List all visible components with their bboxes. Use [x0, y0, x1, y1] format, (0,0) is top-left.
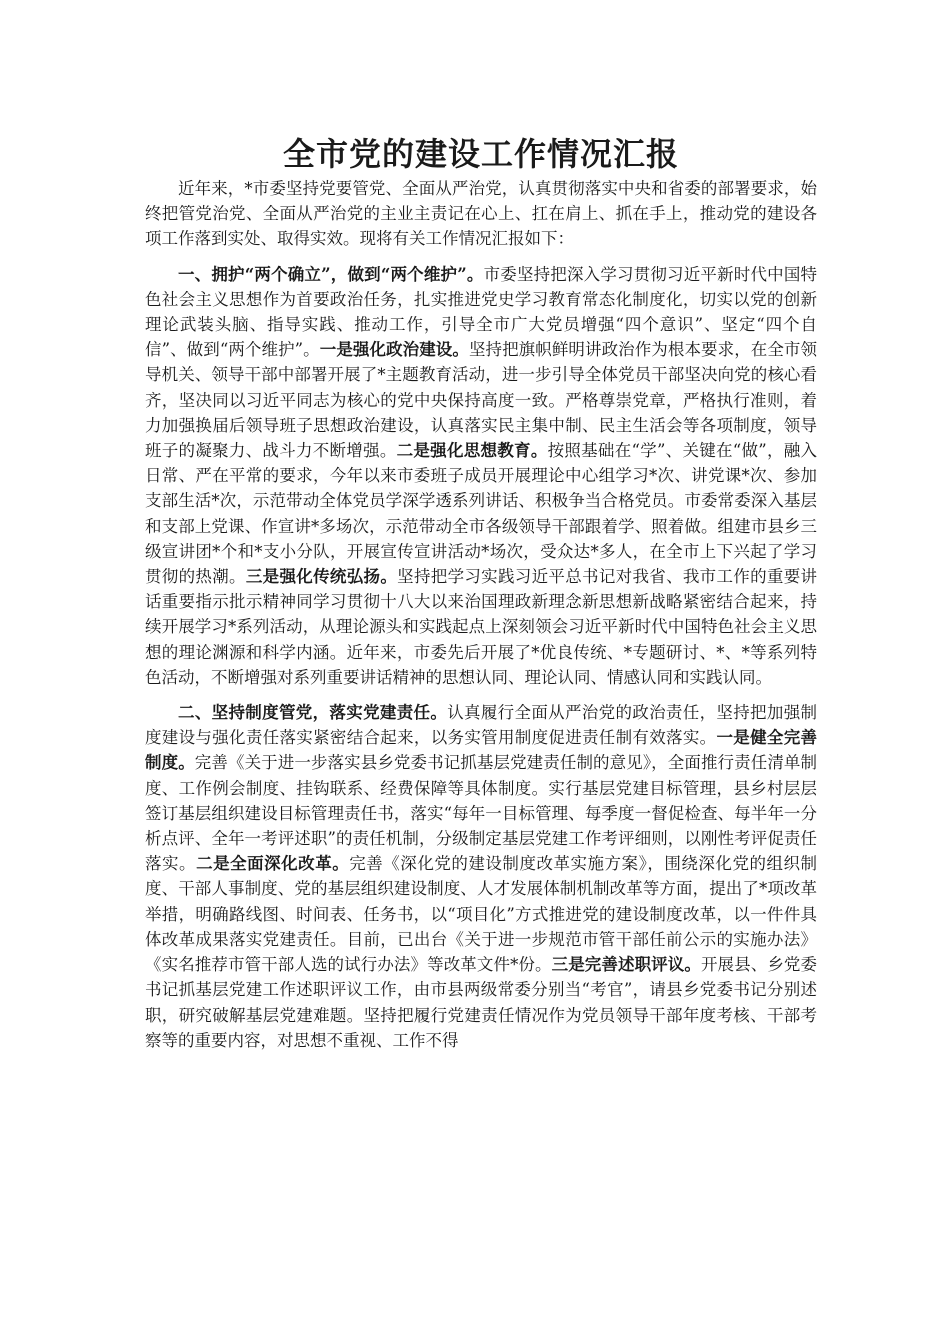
section-2-subheading-1: 一是健全完善制度。	[145, 728, 818, 773]
section-1-paragraph	[145, 262, 817, 690]
section-2-text-4: 开展县、乡党委书记抓基层党建工作述职评议工作，由市县两级常委分别当“考官”，请县乡党委书记分别述职，研究破解基层党建难题。坚持把履行党建责任情况作为党员领导干部年度考核、干部考察等的重要内容，对思想不重视、工作不得	[145, 955, 817, 1050]
section-2-subheading-2: 二是全面深化改革。	[196, 854, 350, 874]
section-1-text-2: 坚持把旗帜鲜明讲政治作为根本要求，在全市领导机关、领导干部中部署开展了*主题教育活动，进一步引导全体党员干部坚决向党的核心看齐，坚决同以习近平同志为核心的党中央保持高度一致。严格尊崇党章，严格执行准则，着力加强换届后领导班子思想政治建设，认真落实民主集中制、民主生活会等各项制度，领导班子的凝聚力、战斗力不断增强。	[145, 340, 818, 461]
section-1-subheading-2: 二是强化思想教育。	[396, 441, 548, 461]
document-body	[145, 128, 817, 1053]
intro-paragraph	[145, 176, 817, 252]
section-1-text-4: 坚持把学习实践习近平总书记对我省、我市工作的重要讲话重要指示批示精神同学习贯彻十八大以来治国理政新理念新思想新战略紧密结合起来，持续开展学习*系列活动，从理论源头和实践起点上深刻领会习近平新时代中国特色社会主义思想的理论渊源和科学内涵。近年来，市委先后开展了*优良传统、*专题研讨、*、*等系列特色活动，不断增强对系列重要讲话精神的思想认同、理论认同、情感认同和实践认同。	[145, 567, 818, 687]
section-1-heading: 一、拥护“两个确立”，做到“两个维护”。	[178, 264, 484, 284]
intro-text: 近年来，*市委坚持党要管党、全面从严治党，认真贯彻落实中央和省委的部署要求，始终把管党治党、全面从严治党的主业主责记在心上、扛在肩上、抓在手上，推动党的建设各项工作落到实处、取得实效。现将有关工作情况汇报如下：	[145, 179, 817, 249]
section-2-text-1: 认真履行全面从严治党的政治责任，坚持把加强制度建设与强化责任落实紧密结合起来，以务实管用制度促进责任制有效落实。	[145, 703, 818, 748]
section-2-heading: 二、坚持制度管党，落实党建责任。	[178, 703, 448, 723]
section-2-text-3: 完善《深化党的建设制度改革实施方案》，围绕深化党的组织制度、干部人事制度、党的基层组织建设制度、人才发展体制机制改革等方面，提出了*项改革举措，明确路线图、时间表、任务书，以“项目化”方式推进党的建设制度改革，以一件件具体改革成果落实党建责任。目前，已出台《关于进一步规范市管干部任前公示的实施办法》《实名推荐市管干部人选的试行办法》等改革文件*份。	[145, 854, 818, 975]
document-title: 全市党的建设工作情况汇报	[282, 135, 679, 173]
section-1-subheading-1: 一是强化政治建设。	[319, 340, 469, 360]
section-2-paragraph	[145, 700, 817, 1053]
section-1-text-3: 按照基础在“学”、关键在“做”，融入日常、严在平常的要求，今年以来市委班子成员开展理论中心组学习*次、讲党课*次、参加支部生活*次，示范带动全体党员学深学透系列讲话、积极争当合格党员。市委常委深入基层和支部上党课、作宣讲*多场次，示范带动全市各级领导干部跟着学、照着做。组建市县乡三级宣讲团*个和*支小分队，开展宣传宣讲活动*场次，受众达*多人，在全市上下兴起了学习贯彻的热潮。	[145, 441, 818, 587]
section-2-subheading-3: 三是完善述职评议。	[551, 955, 701, 975]
section-1-text-1: 市委坚持把深入学习贯彻习近平新时代中国特色社会主义思想作为首要政治任务，扎实推进党史学习教育常态化制度化，切实以党的创新理论武装头脑、指导实践、推动工作，引导全市广大党员增强“四个意识”、坚定“四个自信”、做到“两个维护”。	[145, 264, 818, 360]
section-2-text-2: 完善《关于进一步落实县乡党委书记抓基层党建责任制的意见》，全面推行责任清单制度、工作例会制度、挂钩联系、经费保障等具体制度。实行基层党建目标管理，县乡村层层签订基层组织建设目标管理责任书，落实“每年一目标管理、每季度一督促检查、每半年一分析点评、全年一考评述职”的责任机制，分级制定基层党建工作考评细则，以刚性考评促责任落实。	[145, 753, 817, 874]
section-1-subheading-3: 三是强化传统弘扬。	[245, 567, 398, 587]
